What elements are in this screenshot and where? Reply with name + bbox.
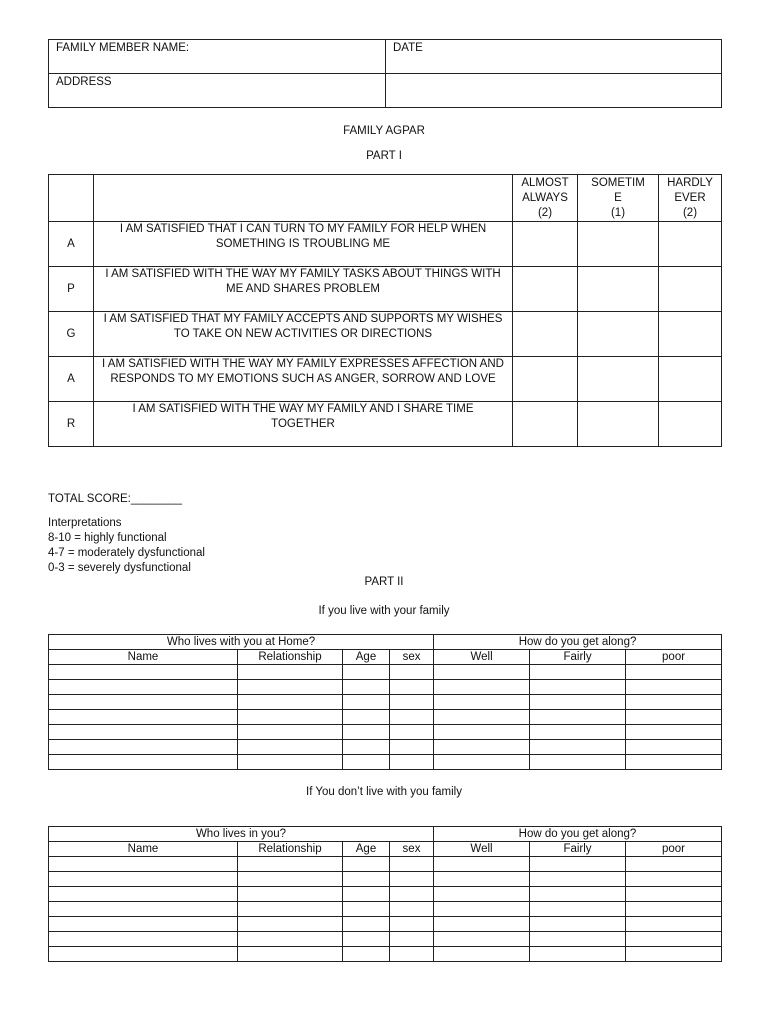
agpar-question: I AM SATISFIED WITH THE WAY MY FAMILY AND I SHARE TIME TOGETHER (94, 402, 513, 447)
col-header-well: Well (434, 650, 530, 665)
col-header-name: Name (49, 650, 238, 665)
address-label: ADDRESS (56, 76, 112, 88)
non-household-table (48, 826, 722, 962)
address-field[interactable] (49, 74, 386, 108)
column-header-line: SOMETIM (591, 177, 645, 189)
col-header-age: Age (343, 842, 390, 857)
col-header-fairly: Fairly (530, 650, 626, 665)
column-header-sometime (578, 175, 659, 222)
score-cell[interactable] (578, 267, 659, 312)
date-field[interactable] (386, 40, 722, 74)
interpretations-block (48, 516, 205, 576)
score-cell[interactable] (513, 402, 578, 447)
group-header-along: How do you get along? (434, 635, 722, 650)
col-header-sex: sex (390, 842, 434, 857)
column-header-line: HARDLY (667, 177, 713, 189)
table-row[interactable] (49, 680, 722, 695)
date-label: DATE (393, 42, 423, 54)
interpretation-item: 4-7 = moderately dysfunctional (48, 547, 205, 559)
table-row[interactable] (49, 887, 722, 902)
group-header-along: How do you get along? (434, 827, 722, 842)
col-header-poor: poor (626, 842, 722, 857)
column-header-line: (2) (537, 207, 553, 219)
column-header-row (49, 842, 722, 857)
agpar-table (48, 174, 722, 447)
score-cell[interactable] (513, 222, 578, 267)
col-header-poor: poor (626, 650, 722, 665)
col-header-name: Name (49, 842, 238, 857)
agpar-row (49, 312, 722, 357)
group-header-who: Who lives with you at Home? (49, 635, 434, 650)
table-row[interactable] (49, 947, 722, 962)
agpar-question: I AM SATISFIED WITH THE WAY MY FAMILY TASKS ABOUT THINGS WITH ME AND SHARES PROBLEM (94, 267, 513, 312)
table-row[interactable] (49, 695, 722, 710)
score-cell[interactable] (659, 222, 722, 267)
score-cell[interactable] (659, 357, 722, 402)
score-cell[interactable] (578, 222, 659, 267)
col-header-relationship: Relationship (238, 650, 343, 665)
group-header-row (49, 635, 722, 650)
column-header-hardly-ever (659, 175, 722, 222)
member-info-table (48, 39, 722, 108)
column-header-almost-always (513, 175, 578, 222)
score-cell[interactable] (578, 312, 659, 357)
table-row[interactable] (49, 710, 722, 725)
table-row[interactable] (49, 665, 722, 680)
total-score-line: TOTAL SCORE:________ (48, 493, 183, 505)
col-header-relationship: Relationship (238, 842, 343, 857)
col-header-sex: sex (390, 650, 434, 665)
group-header-who: Who lives in you? (49, 827, 434, 842)
section2-title: If You don’t live with you family (306, 786, 462, 798)
agpar-letter: R (49, 402, 94, 447)
score-cell[interactable] (513, 357, 578, 402)
agpar-question: I AM SATISFIED THAT MY FAMILY ACCEPTS AND SUPPORTS MY WISHES TO TAKE ON NEW ACTIVITIES OR DIRECTIONS (94, 312, 513, 357)
column-header-row (49, 650, 722, 665)
table-row[interactable] (49, 755, 722, 770)
member-name-label: FAMILY MEMBER NAME: (56, 42, 190, 54)
table-row[interactable] (49, 872, 722, 887)
agpar-question: I AM SATISFIED THAT I CAN TURN TO MY FAMILY FOR HELP WHEN SOMETHING IS TROUBLING ME (94, 222, 513, 267)
agpar-letter: G (49, 312, 94, 357)
table-row[interactable] (49, 932, 722, 947)
table-row[interactable] (49, 902, 722, 917)
agpar-letter: A (49, 357, 94, 402)
section1-title: If you live with your family (318, 605, 450, 617)
table-row[interactable] (49, 857, 722, 872)
col-header-age: Age (343, 650, 390, 665)
part1-label: PART I (366, 150, 402, 162)
agpar-row (49, 267, 722, 312)
question-header-cell (94, 175, 513, 222)
member-name-field[interactable] (49, 40, 386, 74)
score-cell[interactable] (578, 357, 659, 402)
form-title: FAMILY AGPAR (343, 125, 425, 137)
table-row[interactable] (49, 917, 722, 932)
interpretation-item: 8-10 = highly functional (48, 532, 167, 544)
agpar-row (49, 222, 722, 267)
col-header-well: Well (434, 842, 530, 857)
group-header-row (49, 827, 722, 842)
letter-header-cell (49, 175, 94, 222)
column-header-line: EVER (674, 192, 706, 204)
score-cell[interactable] (578, 402, 659, 447)
address-value-field[interactable] (386, 74, 722, 108)
interpretation-item: 0-3 = severely dysfunctional (48, 562, 191, 574)
agpar-header-row (49, 175, 722, 222)
column-header-line: (1) (610, 207, 626, 219)
table-row[interactable] (49, 725, 722, 740)
score-cell[interactable] (659, 267, 722, 312)
score-cell[interactable] (513, 312, 578, 357)
interpretations-heading: Interpretations (48, 517, 122, 529)
score-cell[interactable] (513, 267, 578, 312)
agpar-question: I AM SATISFIED WITH THE WAY MY FAMILY EXPRESSES AFFECTION AND RESPONDS TO MY EMOTIONS SUCH AS ANGER, SORROW AND LOVE (94, 357, 513, 402)
agpar-row (49, 357, 722, 402)
column-header-line: (2) (682, 207, 698, 219)
part2-label: PART II (364, 576, 404, 588)
score-cell[interactable] (659, 402, 722, 447)
column-header-line: ALMOST (521, 177, 569, 189)
table-row[interactable] (49, 740, 722, 755)
agpar-letter: P (49, 267, 94, 312)
agpar-row (49, 402, 722, 447)
agpar-letter: A (49, 222, 94, 267)
column-header-line: E (614, 192, 622, 204)
column-header-line: ALWAYS (522, 192, 568, 204)
score-cell[interactable] (659, 312, 722, 357)
household-table (48, 634, 722, 770)
col-header-fairly: Fairly (530, 842, 626, 857)
